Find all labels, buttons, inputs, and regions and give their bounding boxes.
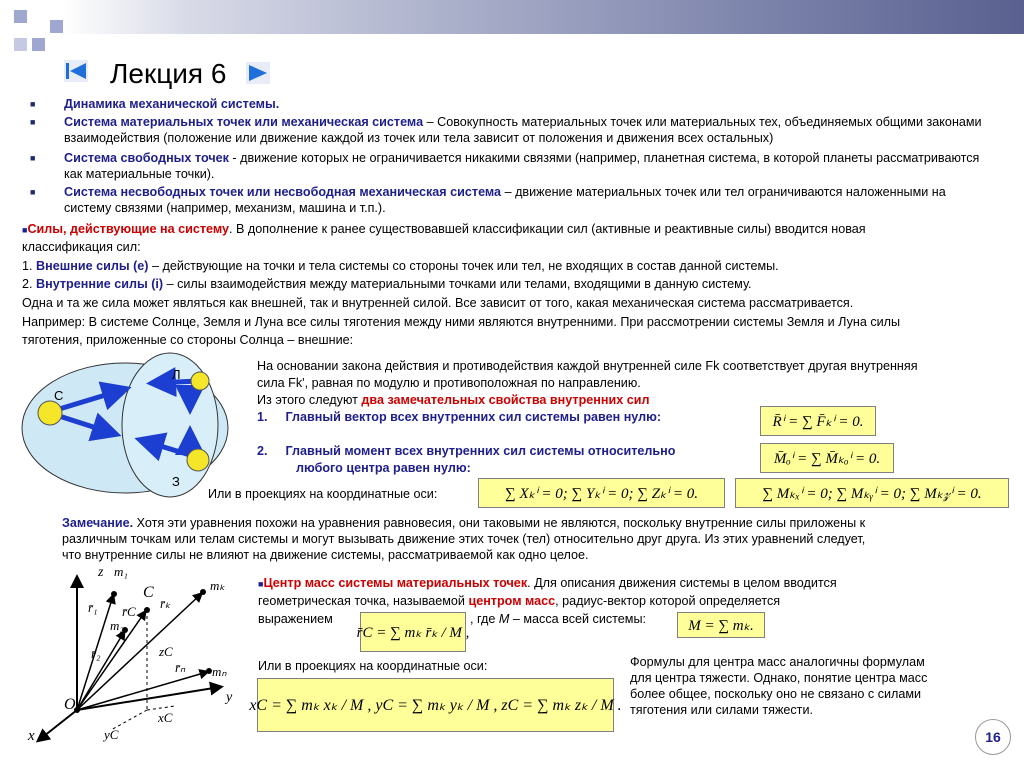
decor-square — [14, 10, 27, 23]
projections-label-2: Или в проекциях на координатные оси: — [258, 659, 488, 673]
top-banner — [0, 0, 1024, 34]
forces-paragraph-3: тяготения, приложенные со стороны Солнца – внешние: — [22, 333, 354, 347]
external-forces: 1. Внешние силы (e) – действующие на точки и тела системы со стороны точек или тел, не входящих в состав данной системы. — [22, 259, 779, 273]
bullet-icon: ■ — [30, 99, 36, 109]
property-1: 1. Главный вектор всех внутренних сил системы равен нулю: — [257, 410, 662, 424]
newton-law-line-1: На основании закона действия и противодействия каждой внутренней силе Fk соответствует другая внутренняя — [257, 359, 918, 373]
moon-label: Л — [172, 367, 181, 382]
r2-label: r̄₂ — [91, 646, 101, 661]
note-line-1: Формулы для центра масс аналогичны формулам — [630, 655, 925, 669]
bullet-icon: ■ — [30, 117, 36, 127]
bullet-3: Система свободных точек - движение которых не ограничивается никакими связями (например, планетная система, в которой планеты рассматриваются как материальные точки). — [64, 151, 980, 181]
earth-label: З — [172, 474, 180, 489]
rc-label: r̄C — [122, 604, 136, 619]
forces-paragraph-2: Например: В системе Солнце, Земля и Луна все силы тяготения между ними являются внутренними. При рассмотрении системы Земля и Луна силы — [22, 315, 901, 329]
note-line-3: более общее, поскольку оно не связано с силами — [630, 687, 922, 701]
page-number: 16 — [975, 719, 1011, 755]
decor-square — [32, 38, 45, 51]
bullet-2: Система материальных точек или механическая система – Совокупность материальных точек или материальных тех, объединяемых общими законами взаимодействия (положение или движение каждой из точек или тела зависит от положения и движения всех остальных) — [64, 115, 982, 145]
newton-law-line-2: сила Fk', равная по модулю и противоположная по направлению. — [257, 376, 641, 390]
decor-square — [14, 38, 27, 51]
decor-square — [50, 20, 63, 33]
formula-total-mass: M = ∑ mₖ. — [677, 612, 765, 638]
first-slide-icon[interactable] — [64, 60, 88, 82]
formula-main-moment: M̄ₒⁱ = ∑ M̄ₖₒⁱ = 0. — [760, 443, 894, 473]
mass-center-line-2: геометрическая точка, называемой центром масс, радиус-вектор которой определяется — [258, 594, 781, 608]
axis-y-label: y — [226, 690, 233, 705]
zc-label: zC — [159, 644, 173, 659]
rk-label: r̄ₖ — [160, 596, 171, 611]
forces-intro-2: классификация сил: — [22, 240, 141, 254]
mass-2-label: m₂ — [110, 618, 124, 633]
mass-n-label: mₙ — [212, 664, 227, 679]
note-line-2: для центра тяжести. Однако, понятие центра масс — [630, 671, 928, 685]
bullet-1: Динамика механической системы. — [64, 97, 280, 111]
sun-circle — [38, 401, 62, 425]
mass-k-label: mₖ — [210, 578, 225, 593]
bullet-icon: ■ — [30, 153, 36, 163]
internal-forces: 2. Внутренние силы (i) – силы взаимодействия между материальными точками или телами, входящими в данную систему. — [22, 277, 752, 291]
sun-label: С — [54, 388, 64, 403]
r1-label: r̄₁ — [88, 600, 98, 615]
page-title: Лекция 6 — [110, 58, 227, 89]
property-2: 2. Главный момент всех внутренних сил системы относительно — [257, 444, 676, 458]
x-axis — [39, 710, 77, 740]
xc-label: xC — [158, 710, 173, 725]
newton-law-line-3: Из этого следуют два замечательных свойства внутренних сил — [257, 393, 650, 407]
projections-label-1: Или в проекциях на координатные оси: — [208, 487, 438, 501]
mass-center-line-1: ■Центр масс системы материальных точек. Для описания движения системы в целом вводится — [258, 576, 837, 590]
center-label: C — [143, 584, 154, 601]
next-slide-icon[interactable] — [246, 62, 270, 84]
formula-rc: r̄C = ∑ mₖ r̄ₖ / M , — [360, 612, 466, 652]
formula-center-coordinates: xC = ∑ mₖ xₖ / M , yC = ∑ mₖ yₖ / M , zC = ∑ mₖ zₖ / M . — [257, 678, 614, 732]
bullet-icon: ■ — [30, 187, 36, 197]
moon-circle — [191, 372, 209, 390]
earth-circle — [187, 449, 209, 471]
remark-line-3: что внутренние силы не влияют на движение системы, рассматриваемой как одно целое. — [62, 548, 589, 562]
remark-line-1: Замечание. Хотя эти уравнения похожи на уравнения равновесия, они таковыми не являются, поскольку внутренние силы приложены к — [62, 516, 866, 530]
mass-center-line-4: , где M – масса всей системы: — [470, 612, 647, 626]
forces-paragraph-1: Одна и та же сила может являться как внешней, так и внутренней силой. Все зависит от того, какая механическая система рассматривается. — [22, 296, 854, 310]
rn-label: r̄ₙ — [175, 660, 186, 675]
bullet-4: Система несвободных точек или несвободная механическая система – движение материальных точек или тел ограничиваются наложенными на систему связями (например, механизм, машина и т.п.). — [64, 185, 946, 215]
axis-z-label: z — [98, 565, 104, 580]
mass-1-label: m₁ — [114, 564, 128, 579]
sun-earth-moon-diagram — [20, 345, 240, 505]
formula-force-projections: ∑ Xₖⁱ = 0; ∑ Yₖⁱ = 0; ∑ Zₖⁱ = 0. — [478, 478, 725, 508]
yc-label: yC — [104, 727, 119, 742]
formula-main-vector: R̄ⁱ = ∑ F̄ₖⁱ = 0. — [760, 406, 876, 436]
remark-line-2: различным точкам или телам системы и могут вызывать движение этих точек (тел) относительно друг друга. Из этих уравнений следует, — [62, 532, 866, 546]
note-line-4: тяготения или силами тяжести. — [630, 703, 813, 717]
axis-x-label: x — [28, 728, 35, 744]
property-2-cont: любого центра равен нулю: — [296, 461, 471, 475]
forces-intro: ■Силы, действующие на систему. В дополнение к ранее существовавшей классификации сил (активные и реактивные силы) вводится новая — [22, 222, 866, 236]
origin-label: O — [64, 696, 76, 713]
formula-moment-projections: ∑ Mₖₓⁱ = 0; ∑ Mₖᵧⁱ = 0; ∑ Mₖ𝓏ⁱ = 0. — [735, 478, 1009, 508]
mass-center-line-3: выражением — [258, 612, 333, 626]
